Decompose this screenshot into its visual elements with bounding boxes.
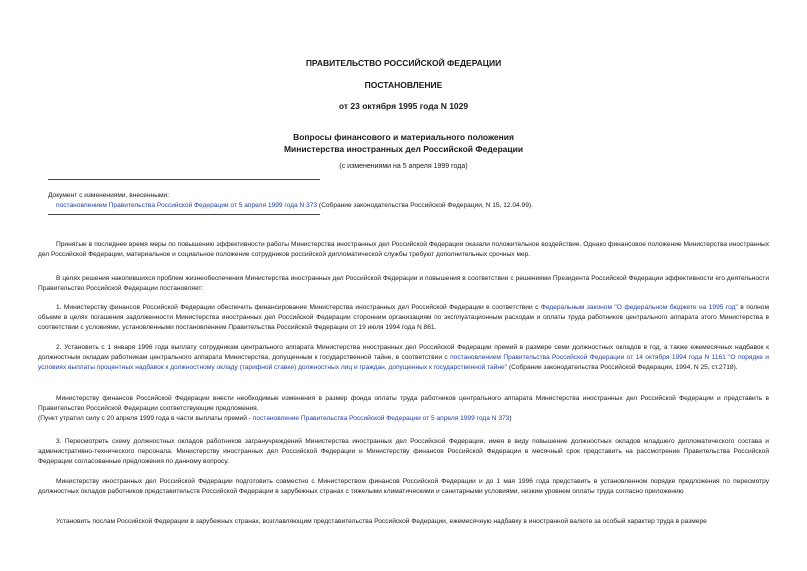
paragraph-5: Министерству финансов Российской Федерации внести необходимые изменения в размер фонда оплаты труда работников центрального аппарата Министерства иностранных дел Российской Федерации и представить в Правительство Российской Федерации соответствующие предложения. bbox=[38, 395, 769, 412]
doc-date: от 23 октября 1995 года N 1029 bbox=[338, 101, 469, 111]
paragraph-3-text-a: 1. Министерству финансов Российской Федерации обеспечить финансирование Министерства иностранных дел Российской Федерации в соответствии с bbox=[56, 304, 541, 311]
doc-title-line-1: Вопросы финансового и материального положения bbox=[293, 132, 514, 142]
changes-line bbox=[56, 201, 776, 210]
paragraph-2: В целях решения накопившихся проблем жизнеобеспечения Министерства иностранных дел Российской Федерации и повышения в соответствии с решениями Президента Российской Федерации эффективности его деятельности Правительство Российской Федерации постановляет: bbox=[38, 275, 769, 292]
bottom-rule bbox=[48, 214, 320, 215]
paragraph-4-text-a: 2. Установить с 1 января 1996 года выплату сотрудникам центрального аппарата Министерства иностранных дел Российской Федерации премий в размере семи должностных окладов в год, а также ежемесячных надбавок к должностным окладам работникам центрального аппарата Министерства, допущенным к государственной тайне, в соответствии с bbox=[38, 344, 769, 361]
paragraph-4 bbox=[38, 343, 769, 373]
doc-type-heading: ПОСТАНОВЛЕНИЕ bbox=[364, 80, 443, 90]
paragraph-4-text-b: (Собрание законодательства Российской Федерации, 1994, N 25, ст.2718). bbox=[507, 364, 738, 371]
paragraph-3-text-b: в полном объеме в целях погашения задолженности Министерства иностранных дел Российской Федерации сторонним организациям по эксплуатационным расходам и оплаты труда работников центрального аппарата этого Министерства в соответствии с условиями, установленными постановлением Правительства Российской Федерации от 19 июля 1994 года N 861. bbox=[38, 304, 770, 331]
government-heading: ПРАВИТЕЛЬСТВО РОССИЙСКОЙ ФЕДЕРАЦИИ bbox=[305, 58, 502, 68]
amendment-link[interactable]: постановлением Правительства Российской Федерации от 5 апреля 1999 года N 373 bbox=[56, 202, 318, 209]
paragraph-1: Принятые в последнее время меры по повышению эффективности работы Министерства иностранных дел Российской Федерации оказали положительное воздействие. Однако финансовое положение Министерства иностранных дел Российской Федерации, материальное и социальное положение сотрудников российской дипломатической службы требуют дополнительных срочных мер. bbox=[38, 241, 769, 258]
paragraph-7: Министерству иностранных дел Российской Федерации подготовить совместно с Министерством финансов Российской Федерации и до 1 мая 1996 года представить в установленном порядке предложения по пересмотру должностных окладов работников представительств Российской Федерации в зарубежных странах с тяжелыми климатическими и санитарными условиями, низким уровнем оплаты труда согласно приложению bbox=[38, 478, 769, 495]
top-rule bbox=[48, 179, 320, 180]
changes-label: Документ с изменениями, внесенными: bbox=[48, 192, 170, 199]
paragraph-5-note-text-a: (Пункт утратил силу с 20 апреля 1999 года в части выплаты премий - bbox=[38, 415, 253, 422]
repeal-decree-link[interactable]: постановление Правительства Российской Федерации от 5 апреля 1999 года N 373 bbox=[252, 415, 510, 422]
paragraph-3 bbox=[38, 303, 769, 333]
paragraph-5-note bbox=[38, 414, 769, 424]
secrecy-decree-link[interactable]: постановлением Правительства Российской Федерации от 14 октября 1994 года N 1161 "О порядке и условиях выплаты процентных надбавок к должностному окладу (тарифной ставке) должностных лиц и граждан, допущенных к государственной тайне" bbox=[38, 354, 769, 371]
amendment-source: (Собрание законодательства Российской Федерации, N 15, 12.04.99). bbox=[317, 202, 533, 209]
budget-law-link[interactable]: Федеральным законом "О федеральном бюджете на 1995 год" bbox=[540, 304, 738, 311]
paragraph-5-note-text-b: ) bbox=[509, 415, 512, 422]
paragraph-8: Установить послам Российской Федерации в зарубежных странах, возглавляющим представительства Российской Федерации, ежемесячную надбавку в иностранной валюте за особый характер труда в размере bbox=[56, 518, 707, 525]
amendments-note: (с изменениями на 5 апреля 1999 года) bbox=[339, 163, 468, 170]
doc-title-line-2: Министерства иностранных дел Российской Федерации bbox=[283, 144, 524, 154]
paragraph-6: 3. Пересмотреть схему должностных окладов работников загранучреждений Министерства иностранных дел Российской Федерации, имея в виду повышение должностных окладов младшего дипломатического состава и административно-технического персонала. Министерству иностранных дел Российской Федерации и Министерству финансов Российской Федерации в месячный срок представить на рассмотрение Правительства Российской Федерации согласованные предложения по данному вопросу. bbox=[38, 438, 769, 465]
